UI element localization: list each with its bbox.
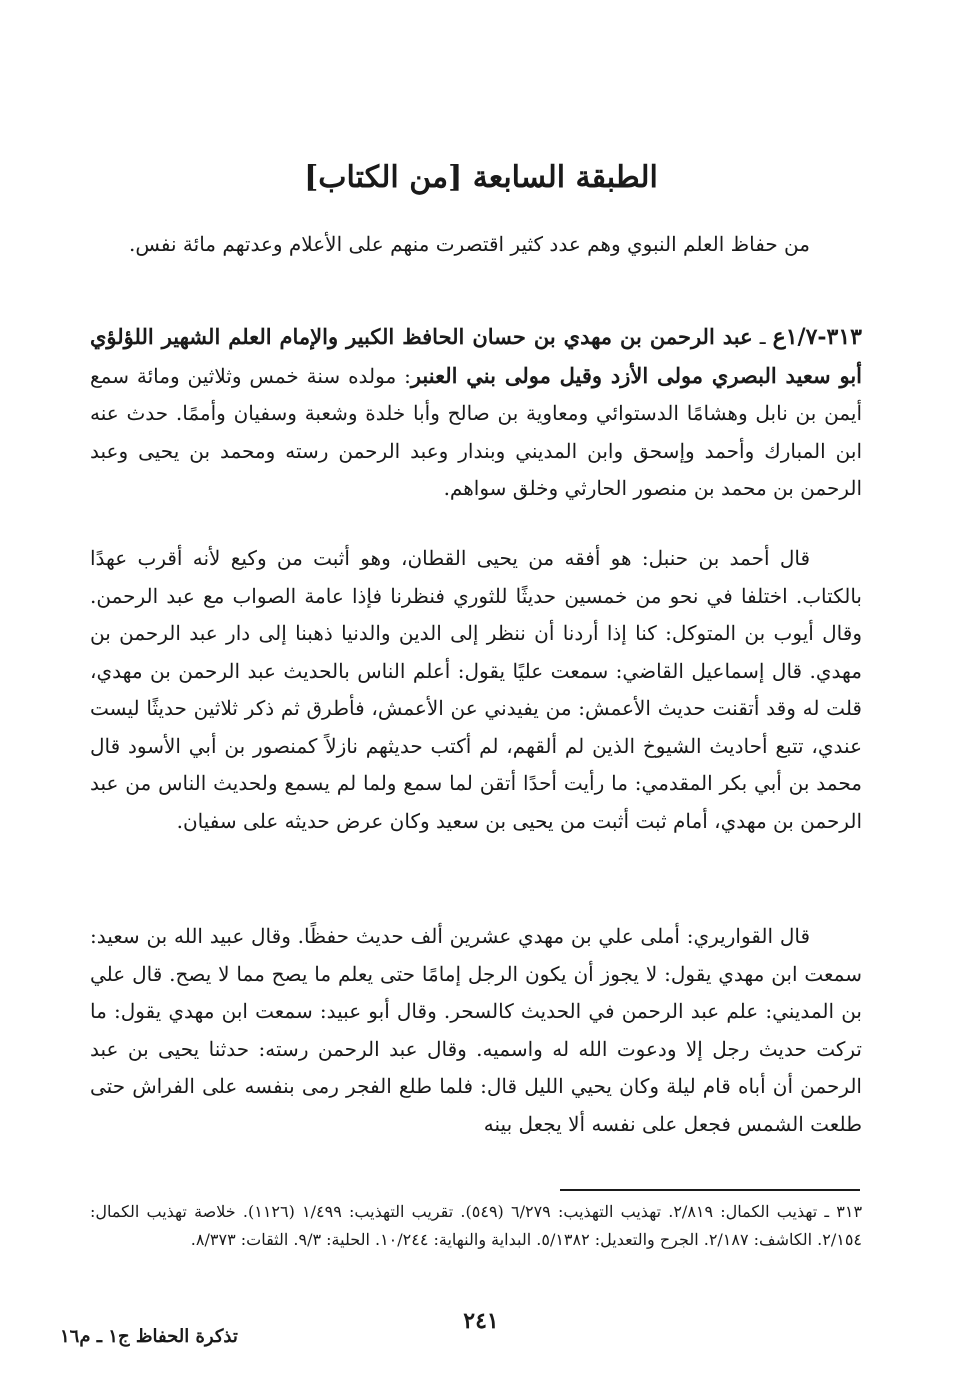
entry-number: ٣١٣-١/٧ع [772, 324, 862, 350]
running-footer: تذكرة الحفاظ ج١ ـ م١٦ [60, 1326, 238, 1347]
footnote-divider [560, 1189, 860, 1191]
page-number: ٢٤١ [463, 1308, 499, 1334]
body-paragraph: قال أحمد بن حنبل: هو أفقه من يحيى القطان، وهو أثبت من وكيع لأنه أقرب عهدًا بالكتاب. اختلفا في نحو من خمسين حديثًا للثوري فنظرنا فإذا عامة الصواب مع عبد الرحمن. وقال أيوب بن المتوكل: كنا إذا أردنا أن ننظر إلى الدين والدنيا ذهبنا إلى دار عبد الرحمن بن مهدي. قال إسماعيل القاضي: سمعت عليًا يقول: أعلم الناس بالحديث عبد الرحمن بن مهدي، قلت له وقد أتقنت حديث الأعمش: من يفيدني عن الأعمش، فأطرق ثم ذكر ثلاثين حديثًا ليست عندي، تتبع أحاديث الشيوخ الذين لم ألقهم، لم أكتب حديثهم نازلاً كمنصور بن أبي الأسود قال محمد بن أبي بكر المقدمي: ما رأيت أحدًا أتقن لما سمع ولما لم يسمع ولحديث الناس من عبد الرحمن بن مهدي، أمام ثبت أثبت من يحيى بن سعيد وكان عرض حديثه على سفيان. [90, 546, 862, 833]
intro-paragraph: من حفاظ العلم النبوي وهم عدد كثير اقتصرت منهم على الأعلام وعدتهم مائة نفس. [129, 232, 810, 256]
entry-name: عبد الرحمن بن مهدي بن حسان الحافظ الكبير والإمام العلم الشهير اللؤلؤي أبو سعيد البصري مولى الأزد وقيل مولى بني العنبر [90, 324, 862, 388]
entry-separator: ـ [752, 325, 773, 349]
biography-entry [90, 318, 862, 508]
chapter-title: الطبقة السابعة [من الكتاب] [304, 160, 658, 195]
entry-text: : مولده سنة خمس وثلاثين ومائة سمع أيمن بن نابل وهشامًا الدستوائي ومعاوية بن صالح وأبا خلدة وشعبة وسفيان وأممًا. حدث عنه ابن المبارك وأحمد وإسحق وابن المديني وبندار وعبد الرحمن رسته ومحمد بن يحيى وعبد الرحمن بن محمد بن منصور الحارثي وخلق سواهم. [90, 363, 862, 500]
footnotes: ٣١٣ ـ تهذيب الكمال: ٢/٨١٩. تهذيب التهذيب: ٦/٢٧٩ (٥٤٩). تقريب التهذيب: ١/٤٩٩ (١١٢٦). خلاصة تهذيب الكمال: ٢/١٥٤. الكاشف: ٢/١٨٧. الجرح والتعديل: ٥/١٣٨٢. البداية والنهاية: ١٠/٢٤٤. الحلية: ٩/٣. الثقات: ٨/٣٧٣. [90, 1202, 863, 1249]
body-paragraph: قال القواريري: أملى علي بن مهدي عشرين ألف حديث حفظًا. وقال عبيد الله بن سعيد: سمعت ابن مهدي يقول: لا يجوز أن يكون الرجل إمامًا حتى يعلم ما يصح مما لا يصح. قال علي بن المديني: علم عبد الرحمن في الحديث كالسحر. وقال أبو عبيد: سمعت ابن مهدي يقول: ما تركت حديث رجل إلا ودعوت الله له واسميه. وقال عبد الرحمن رسته: حدثنا يحيى بن عبد الرحمن أن أباه قام ليلة وكان يحيي الليل قال: فلما طلع الفجر رمى بنفسه على الفراش حتى طلعت الشمس فجعل على نفسه ألا يجعل بينه [90, 924, 862, 1136]
